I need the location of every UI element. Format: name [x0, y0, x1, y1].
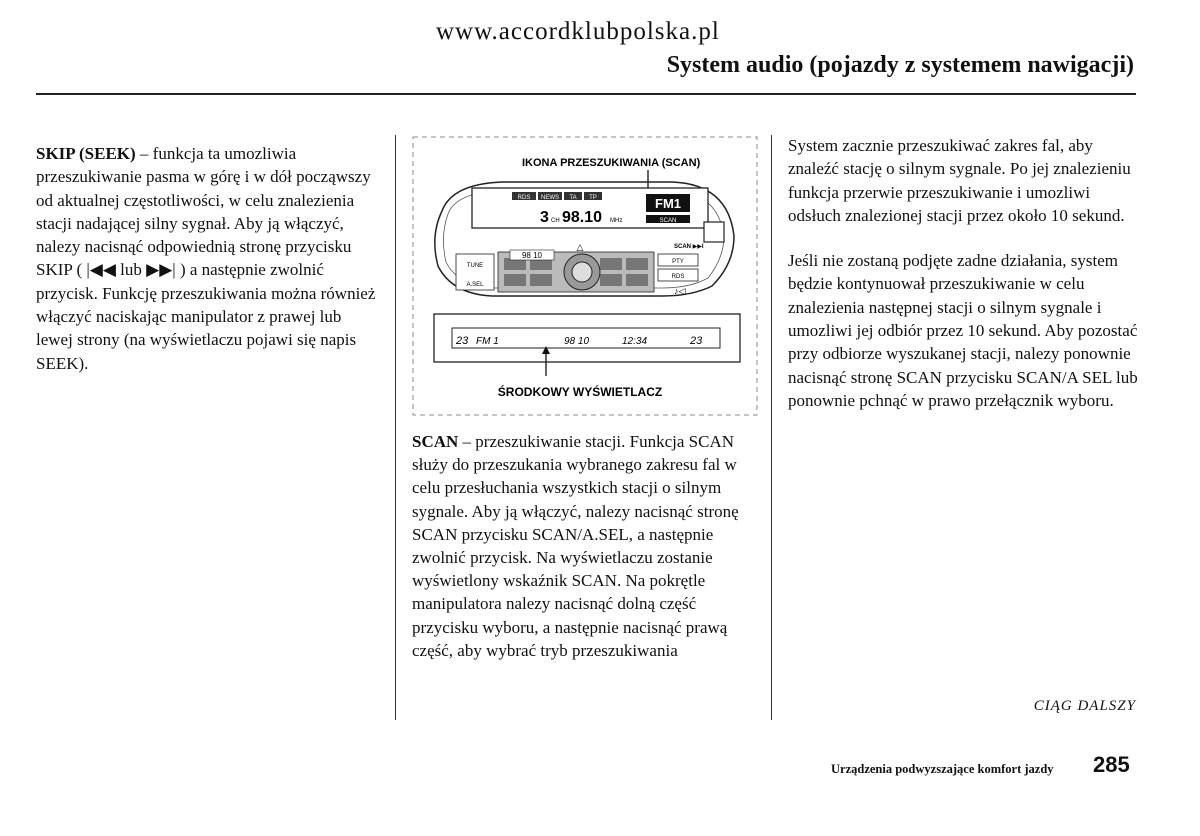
- selector-knob-center: [572, 262, 592, 282]
- scan-text: – przeszukiwanie stacji. Funkcja SCAN służy do przeszukania wybranego zakresu fal w celu przesłuchania wszystkich stacji o silnym sygnale. Aby ją włączyć, nalezy nacisnąć stronę SCAN przycisku SCAN/A.SEL, a następnie zwolnić przycisk. Na wyświetlaczu zostanie wyświetlony wskaźnik SCAN. Na pokrętle manipulatora nalezy nacisnąć dolną część przycisku wyboru, a następnie nacisnąć prawą część, aby wybrać tryb przeszukiwania: [412, 432, 739, 660]
- skip-text: – funkcja ta umozliwia przeszukiwanie pasma w górę i w dół począwszy od aktualnej częstotliwości, w celu znalezienia stacji nadającej silny sygnał. Aby ją włączyć, nalezy nacisnąć odpowiednią stronę przycisku SKIP ( |◀◀ lub ▶▶| ) a następnie zwolnić przycisk. Funkcję przeszukiwania można również włączyć naciskając manipulator z prawej lub lewej strony (na wyświetlaczu pojawi się napis SEEK).: [36, 144, 376, 373]
- column-scan-continued: [788, 134, 1140, 434]
- tune-label: TUNE: [466, 263, 484, 269]
- knob-frequency: 98 10: [521, 251, 543, 260]
- display-ch-unit: CH: [551, 218, 560, 224]
- header-rule: [36, 93, 1136, 95]
- skip-paragraph: [36, 142, 376, 375]
- tag-tp-text: TP: [589, 195, 597, 201]
- pty-button-label: PTY: [672, 259, 684, 265]
- tag-news-text: NEWS: [541, 195, 559, 201]
- scan-button-label: SCAN ▶▶I: [674, 244, 704, 250]
- center-left-number: 23: [456, 335, 469, 347]
- center-right-number: 23: [690, 335, 703, 347]
- rds-button-label: RDS: [671, 274, 685, 280]
- scan-term: SCAN: [412, 432, 459, 451]
- tag-rds-text: RDS: [517, 195, 531, 201]
- page-title: System audio (pojazdy z systemem nawigacji): [666, 52, 1134, 78]
- radio-diagram: [412, 136, 758, 416]
- scan-icon-label: IKONA PRZESZUKIWANIA (SCAN): [522, 157, 701, 169]
- center-band: FM 1: [476, 336, 499, 347]
- tag-ta-text: TA: [569, 195, 577, 201]
- center-display-label: ŚRODKOWY WYŚWIETLACZ: [497, 385, 663, 399]
- skip-term: SKIP (SEEK): [36, 144, 136, 163]
- asel-label: A.SEL: [466, 282, 484, 288]
- scan-cont-paragraph-1: System zacznie przeszukiwać zakres fal, aby znaleźć stację o silnym sygnale. Po jej znalezieniu funkcja przerwie przeszukiwanie i umozliwi odsłuch znalezionej stacji przez około 10 sekund.: [788, 136, 1131, 225]
- center-frequency: 98 10: [564, 336, 590, 347]
- display-scan-text: SCAN: [659, 218, 677, 224]
- radio-figure: [412, 136, 758, 416]
- display-channel: 3: [540, 209, 549, 226]
- display-frequency: 98.10: [562, 209, 603, 226]
- column-divider-left: [395, 135, 396, 720]
- continued-label: CIĄG DALSZY: [1033, 698, 1136, 714]
- page-number: 285: [1093, 752, 1130, 777]
- display-band: FM1: [655, 196, 681, 211]
- column-divider-right: [771, 135, 772, 720]
- footer-section-title: Urządzenia podwyzszające komfort jazdy: [831, 762, 1054, 776]
- display-mhz-unit: MHz: [610, 218, 623, 224]
- side-slot: [704, 222, 724, 242]
- column-scan: [412, 430, 757, 684]
- column-skip-seek: [36, 142, 376, 397]
- center-clock: 12:34: [622, 336, 648, 347]
- audio-icon: ♪◁: [674, 286, 686, 296]
- scan-cont-paragraph-2: Jeśli nie zostaną podjęte zadne działania, system będzie kontynuował przeszukiwanie w celu znalezienia następnej stacji o silnym sygnale i umozliwi jej odbiór przez 10 sekund. Aby pozostać przy odbiorze wyszukanej stacji, nalezy ponownie nacisnąć stronę SCAN przycisku SCAN/A SEL lub ponownie pchnąć w prawo przełącznik wyboru.: [788, 251, 1138, 410]
- scan-paragraph: [412, 430, 757, 662]
- site-url: www.accordklubpolska.pl: [436, 18, 720, 45]
- eject-mark: △: [576, 242, 584, 252]
